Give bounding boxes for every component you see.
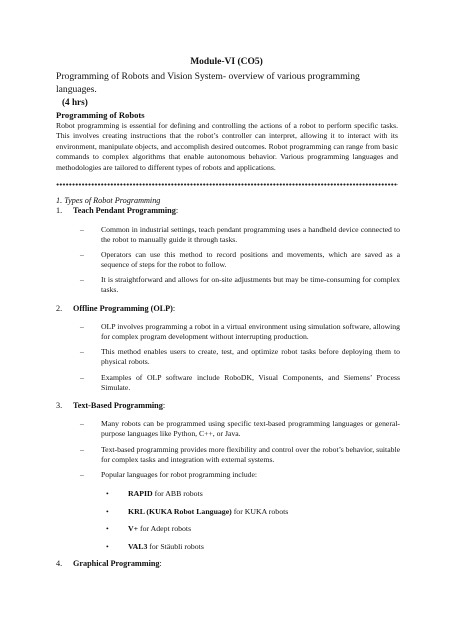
module-hours: (4 hrs) bbox=[62, 97, 88, 107]
language-item bbox=[106, 507, 288, 517]
language-name: V+ bbox=[128, 524, 139, 533]
item-suffix: : bbox=[172, 304, 176, 313]
item-suffix: : bbox=[175, 206, 179, 215]
dash-marker: – bbox=[80, 225, 84, 234]
language-name: RAPID bbox=[128, 489, 153, 498]
list-point: – This method enables users to create, test, and optimize robot tasks before deploying them to physical robots. bbox=[80, 347, 400, 367]
item-suffix: : bbox=[162, 401, 166, 410]
language-item bbox=[106, 524, 191, 534]
language-name: VAL3 bbox=[128, 542, 148, 551]
language-desc: for KUKA robots bbox=[231, 507, 289, 516]
list-point: – Examples of OLP software include RoboDK, Visual Components, and Siemens’ Process Simulate. bbox=[80, 373, 400, 393]
language-desc: for ABB robots bbox=[152, 489, 203, 498]
item-number: 4. bbox=[56, 559, 63, 568]
document-header bbox=[0, 56, 453, 108]
bullet-marker: • bbox=[106, 507, 109, 516]
module-subtitle: Programming of Robots and Vision System- overview of various programming languages. bbox=[56, 71, 360, 95]
intro-section bbox=[56, 110, 398, 173]
intro-paragraph: Robot programming is essential for defining and controlling the actions of a robot to perform specific tasks. This involves creating instructions that the robot’s controller can interpret, allowing it to interact with its environment, manipulate objects, and accomplish desired outcomes. Robot programming can range from basic commands to complex algorithms that enable autonomous behavior. Various programming languages and methodologies are tailored to different types of robots and applications. bbox=[56, 121, 398, 172]
dash-marker: – bbox=[80, 250, 84, 259]
list-point: – Many robots can be programmed using specific text-based programming languages or general-purpose languages like Python, C++, or Java. bbox=[80, 419, 400, 439]
dash-marker: – bbox=[80, 275, 84, 284]
dash-marker: – bbox=[80, 322, 84, 331]
list-point: – Text-based programming provides more flexibility and control over the robot’s behavior, suitable for complex tasks and integration with external systems. bbox=[80, 445, 400, 465]
dotted-divider bbox=[56, 183, 398, 186]
list-point: – Popular languages for robot programming include: bbox=[80, 470, 258, 479]
bullet-marker: • bbox=[106, 489, 109, 498]
list-point: – It is straightforward and allows for on-site adjustments but may be time-consuming for complex tasks. bbox=[80, 275, 400, 295]
bullet-marker: • bbox=[106, 542, 109, 551]
list-point: – OLP involves programming a robot in a virtual environment using simulation software, allowing for complex program development without interrupting production. bbox=[80, 322, 400, 342]
language-item bbox=[106, 542, 204, 552]
types-heading: 1. Types of Robot Programming bbox=[56, 196, 161, 205]
dash-marker: – bbox=[80, 445, 84, 454]
item-title: Offline Programming (OLP) bbox=[73, 304, 173, 313]
dash-marker: – bbox=[80, 347, 84, 356]
item-title: Teach Pendant Programming bbox=[73, 206, 176, 215]
language-desc: for Adept robots bbox=[138, 524, 192, 533]
dash-marker: – bbox=[80, 373, 84, 382]
module-title: Module-VI (CO5) bbox=[190, 57, 263, 67]
list-point: – Common in industrial settings, teach pendant programming uses a handheld device connected to the robot to manually guide it through tasks. bbox=[80, 225, 400, 245]
item-title: Text-Based Programming bbox=[73, 401, 163, 410]
dash-marker: – bbox=[80, 470, 84, 479]
item-title: Graphical Programming bbox=[73, 559, 160, 568]
section-heading: Programming of Robots bbox=[56, 110, 145, 120]
language-desc: for Stäubli robots bbox=[147, 542, 204, 551]
language-name: KRL (KUKA Robot Language) bbox=[128, 507, 232, 516]
bullet-marker: • bbox=[106, 524, 109, 533]
item-number: 2. bbox=[56, 304, 63, 313]
item-suffix: : bbox=[159, 559, 162, 568]
item-number: 3. bbox=[56, 401, 63, 410]
language-item bbox=[106, 489, 203, 499]
dash-marker: – bbox=[80, 419, 84, 428]
item-number: 1. bbox=[56, 206, 63, 215]
list-point: – Operators can use this method to record positions and movements, which are saved as a sequence of steps for the robot to follow. bbox=[80, 250, 400, 270]
